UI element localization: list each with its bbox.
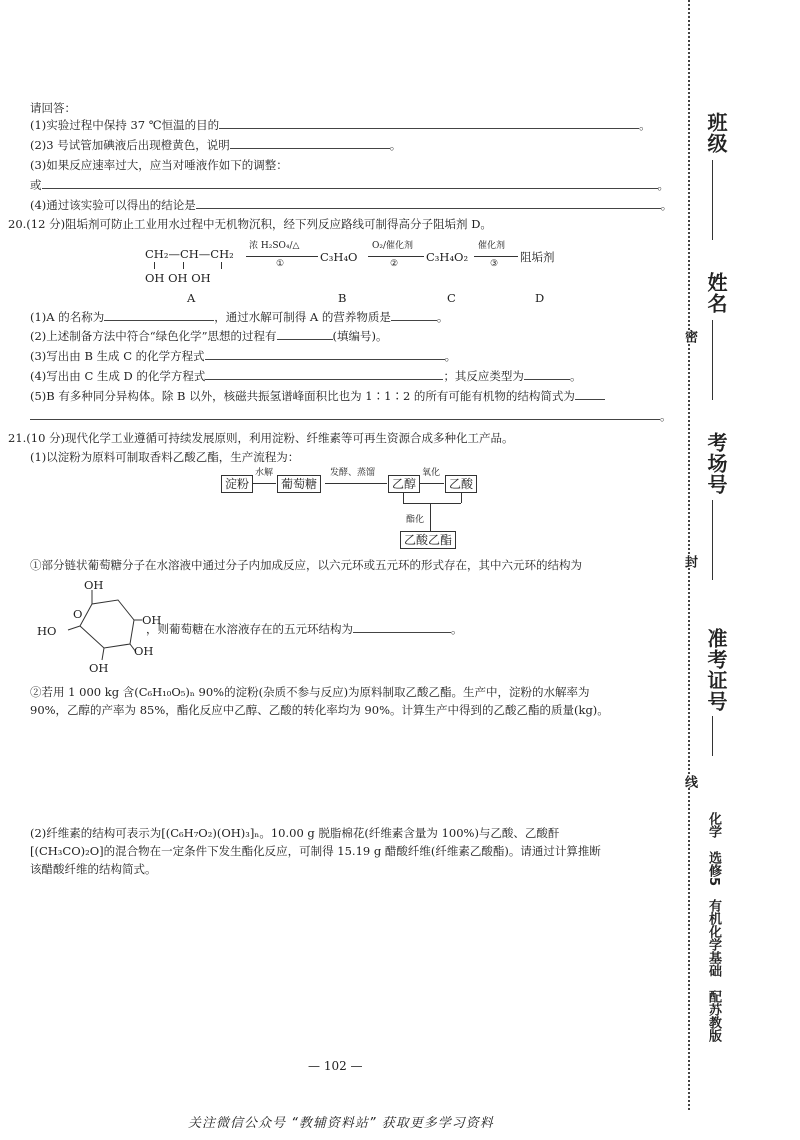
step-3: ③: [490, 259, 499, 269]
product-d: 阻垢剂: [520, 250, 555, 264]
q20-stem: 20.(12 分)阻垢剂可防止工业用水过程中无机物沉积，经下列反应路线可制得高分子阻垢剂 D。: [8, 217, 492, 231]
cond-2: O₂/催化剂: [372, 241, 414, 251]
cond-1: 浓 H₂SO₄/△: [249, 241, 300, 251]
field-room-line[interactable]: [712, 500, 713, 580]
q21-sub1: ①部分链状葡萄糖分子在水溶液中通过分子内加成反应，以六元环或五元环的形式存在，其中六元环的结构为: [30, 558, 582, 572]
q20-part2: (2)上述制备方法中符合“绿色化学”思想的过程有 (填编号)。: [30, 329, 388, 343]
step-2: ②: [390, 259, 399, 269]
label-c: C: [447, 291, 456, 305]
q21-sub1-answer: ，则葡萄糖在水溶液存在的五元环结构为 。: [146, 622, 463, 636]
book-info: 化学 选修5 有机化学基础 配苏教版: [706, 812, 721, 1043]
q21-part2-line2: [(CH₃CO)₂O]的混合物在一定条件下发生酯化反应，可制得 15.19 g 醋酸纤维(纤维素乙酸酯)。请通过计算推断: [30, 844, 601, 858]
field-room-label: 考场号: [704, 432, 728, 495]
formula-a-chain: CH₂—CH—CH₂: [145, 247, 234, 261]
flow-glucose: 葡萄糖: [277, 475, 321, 493]
q21-sub2-line1: ②若用 1 000 kg 含(C₆H₁₀O₅)ₙ 90%的淀粉(杂质不参与反应)为原料制取乙酸乙酯。生产中，淀粉的水解率为: [30, 685, 590, 699]
ring-oxygen: O: [73, 607, 83, 621]
q20-part3: (3)写出由 B 生成 C 的化学方程式 。: [30, 349, 457, 363]
q21-part2-line1: (2)纤维素的结构可表示为[(C₆H₇O₂)(OH)₃]ₙ。10.00 g 脱脂棉花(纤维素含量为 100%)与乙酸、乙酸酐: [30, 826, 560, 840]
product-b: C₃H₄O: [320, 250, 358, 264]
flow-hydrolysis: 水解: [255, 468, 274, 478]
seal-mi: 密: [682, 330, 697, 343]
q20-part4: (4)写出由 C 生成 D 的化学方程式 ；其反应类型为 。: [30, 369, 582, 383]
flow-starch: 淀粉: [221, 475, 253, 493]
ring-oh-lower-right: OH: [134, 644, 154, 658]
q19-intro: 请回答：: [30, 101, 76, 115]
q20-part5-line: 。: [30, 408, 672, 424]
field-name-line[interactable]: [712, 320, 713, 400]
ring-ho-left: HO: [37, 624, 57, 638]
field-name-label: 姓名: [704, 272, 728, 314]
product-c: C₃H₄O₂: [426, 250, 469, 264]
flow-ethanol: 乙醇: [388, 475, 420, 493]
field-class-label: 班级: [704, 112, 728, 154]
flow-ferment: 发酵、蒸馏: [330, 468, 376, 478]
cond-3: 催化剂: [478, 241, 506, 251]
formula-a-oh: OH OH OH: [145, 271, 211, 285]
q19-part3: (3)如果反应速率过大，应当对唾液作如下的调整：: [30, 158, 288, 172]
label-d: D: [535, 291, 545, 305]
q21-sub2-line2: 90%，乙醇的产率为 85%，酯化反应中乙醇、乙酸的转化率均为 90%。计算生产中得到的乙酸乙酯的质量(kg)。: [30, 703, 609, 717]
label-a: A: [187, 291, 196, 305]
q21-part2-line3: 该醋酸纤维的结构简式。: [30, 862, 157, 876]
flow-ester-step: 酯化: [406, 515, 425, 525]
footer-note: 关注微信公众号 “教辅资料站” 获取更多学习资料: [188, 1116, 494, 1131]
q19-part4: (4)通过该实验可以得出的结论是 。: [30, 198, 673, 212]
q21-part1: (1)以淀粉为原料可制取香料乙酸乙酯，生产流程为：: [30, 450, 300, 464]
q19-part1: (1)实验过程中保持 37 ℃恒温的目的 。: [30, 118, 651, 132]
field-ticket-line[interactable]: [712, 716, 713, 756]
label-b: B: [338, 291, 347, 305]
q20-part5: (5)B 有多种同分异构体。除 B 以外，核磁共振氢谱峰面积比也为 1∶1∶2 的所有可能有机物的结构简式为: [30, 388, 605, 404]
seal-xian: 线: [682, 775, 697, 788]
q20-part1: (1)A 的名称为 ，通过水解可制得 A 的营养物质是 。: [30, 310, 449, 324]
field-ticket-label: 准考证号: [704, 628, 728, 712]
flow-acid: 乙酸: [445, 475, 477, 493]
field-class-line[interactable]: [712, 160, 713, 240]
q19-part2: (2)3 号试管加碘液后出现橙黄色，说明 。: [30, 138, 402, 152]
ring-oh-right: OH: [142, 613, 162, 627]
page-number: — 102 —: [308, 1059, 363, 1073]
ring-oh-bottom: OH: [89, 661, 109, 675]
step-1: ①: [276, 259, 285, 269]
flow-oxidize: 氧化: [422, 468, 441, 478]
seal-feng: 封: [682, 555, 697, 568]
ring-oh-top: OH: [84, 578, 104, 592]
q19-part3-or: 或 。: [30, 178, 669, 192]
q21-stem: 21.(10 分)现代化学工业遵循可持续发展原则，利用淀粉、纤维素等可再生资源合成多种化工产品。: [8, 431, 514, 445]
flow-ester: 乙酸乙酯: [400, 531, 456, 549]
